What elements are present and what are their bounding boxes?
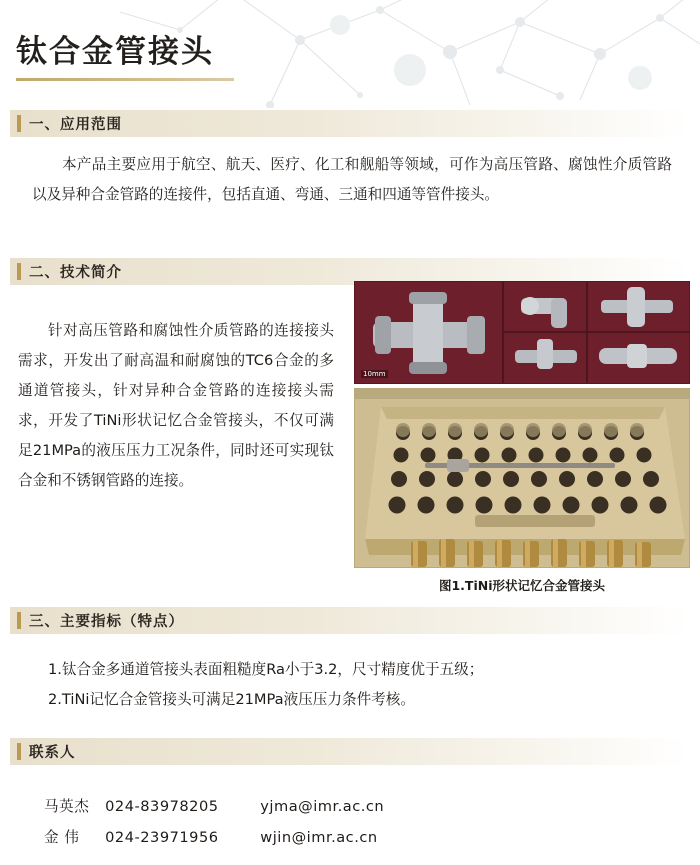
title-underline: [16, 78, 234, 81]
section-heading-label: 二、技术简介: [29, 265, 122, 281]
heading-tick-icon: [17, 612, 21, 629]
indicator-item-1: 1.钛合金多通道管接头表面粗糙度Ra小于3.2，尺寸精度优于五级；: [48, 661, 484, 678]
contact-row-2: [44, 826, 378, 847]
section-heading-indicators: [10, 607, 690, 634]
section-heading-label: 联系人: [29, 745, 76, 761]
section-heading-label: 一、应用范围: [29, 117, 122, 133]
memory-alloy-fittings-photo: [354, 388, 690, 568]
scope-paragraph: 本产品主要应用于航空、航天、医疗、化工和舰船等领域，可作为高压管路、腐蚀性介质管路以及异种合金管路的连接件，包括直通、弯通、三通和四通等管件接头。: [32, 156, 672, 203]
contact-phone: 024-83978205: [105, 798, 219, 815]
contact-name: 金 伟: [44, 829, 80, 846]
tech-paragraph: 针对高压管路和腐蚀性介质管路的连接接头需求，开发出了耐高温和耐腐蚀的TC6合金的多通道管接头，针对异种合金管路的连接接头需求，开发了TiNi形状记忆合金管接头，不仅可满足21MPa的液压压力工况条件，同时还可实现钛合金和不锈钢管路的连接。: [18, 322, 334, 489]
heading-tick-icon: [17, 743, 21, 760]
heading-tick-icon: [17, 115, 21, 132]
contact-row-1: [44, 795, 384, 816]
contact-email[interactable]: wjin@imr.ac.cn: [260, 829, 378, 846]
contact-phone: 024-23971956: [105, 829, 219, 846]
contact-email[interactable]: yjma@imr.ac.cn: [260, 798, 385, 815]
section-heading-label: 三、主要指标（特点）: [29, 614, 184, 630]
indicator-item-2: 2.TiNi记忆合金管接头可满足21MPa液压压力条件考核。: [48, 691, 415, 708]
figure-caption: 图1.TiNi形状记忆合金管接头: [438, 578, 605, 593]
heading-tick-icon: [17, 263, 21, 280]
section-heading-scope: [10, 110, 690, 137]
page-title: 钛合金管接头: [16, 34, 214, 70]
fittings-photo-strip: [354, 281, 690, 384]
scale-bar-label: 10mm: [363, 370, 386, 378]
contact-name: 马英杰: [44, 798, 90, 815]
section-heading-contacts: [10, 738, 690, 765]
